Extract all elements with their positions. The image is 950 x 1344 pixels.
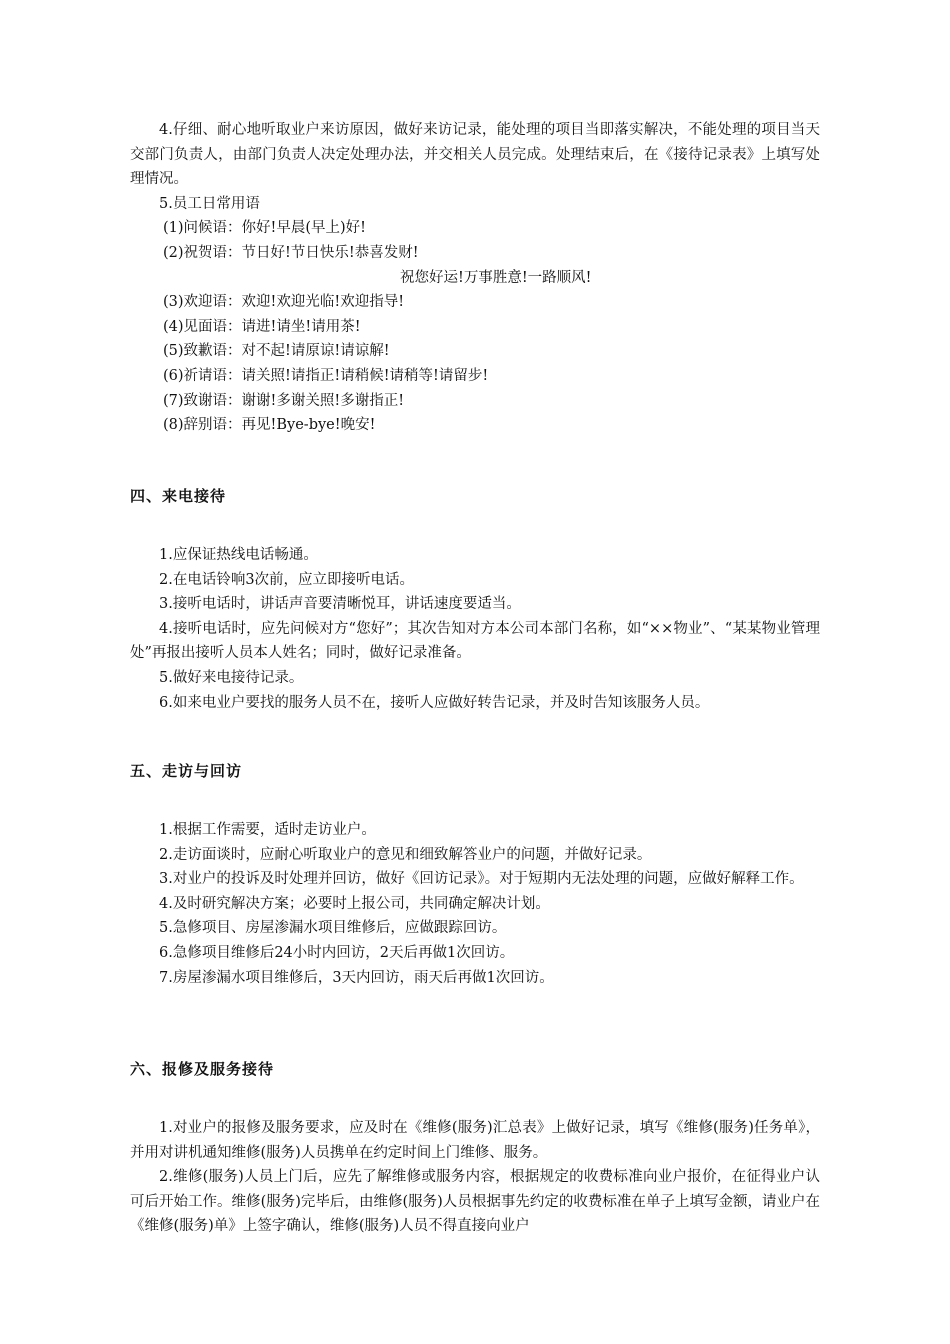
phrase-line: (2)祝贺语：节日好!节日快乐!恭喜发财! [163,244,419,261]
phrase-line: (8)辞别语：再见!Bye-bye!晚安! [163,417,376,434]
phrase-line: (1)问候语：你好!早晨(早上)好! [163,220,367,237]
phrase-line: (4)见面语：请进!请坐!请用茶! [163,318,361,335]
paragraph: 6.急修项目维修后24小时内回访，2天后再做1次回访。 [159,944,515,961]
paragraph: 1.应保证热线电话畅通。 [159,547,318,563]
paragraph: 5.员工日常用语 [159,195,260,212]
paragraph: 2.在电话铃响3次前，应立即接听电话。 [159,571,415,588]
paragraph: 5.急修项目、房屋渗漏水项目维修后，应做跟踪回访。 [159,920,507,937]
paragraph: 4.及时研究解决方案；必要时上报公司，共同确定解决计划。 [159,895,550,912]
paragraph: 4.接听电话时，应先问候对方“您好”；其次告知对方本公司本部门名称，如“××物业”、“某某物业管理处”再报出接听人员本人姓名；同时，做好记录准备。 [130,620,820,662]
paragraph: 7.房屋渗漏水项目维修后，3天内回访，雨天后再做1次回访。 [159,969,554,986]
phrase-line: (6)祈请语：请关照!请指正!请稍候!请稍等!请留步! [163,367,489,384]
paragraph: 4.仔细、耐心地听取业户来访原因，做好来访记录，能处理的项目当即落实解决，不能处理的项目当天交部门负责人，由部门负责人决定处理办法，并交相关人员完成。处理结束后，在《接待记录表》上填写处理情况。 [130,122,820,188]
section-visits [130,760,820,781]
phrase-line: (3)欢迎语：欢迎!欢迎光临!欢迎指导! [163,294,405,311]
paragraph: 3.对业户的投诉及时处理并回访，做好《回访记录》。对于短期内无法处理的问题，应做好解释工作。 [159,871,804,888]
paragraph: 5.做好来电接待记录。 [159,669,304,686]
section-repair-service [130,1058,820,1079]
section-visits-body [130,818,820,990]
phrase-line: (5)致歉语：对不起!请原谅!请谅解! [163,343,390,360]
section-heading: 四、来电接待 [130,487,227,505]
section-phone-reception [130,485,820,506]
section-heading: 六、报修及服务接待 [130,1060,275,1078]
paragraph: 1.根据工作需要，适时走访业户。 [159,822,376,838]
phrase-line-continued: 祝您好运!万事胜意!一路顺风! [400,269,592,286]
paragraph: 2.走访面谈时，应耐心听取业户的意见和细致解答业户的问题，并做好记录。 [159,846,652,863]
phrase-line: (7)致谢语：谢谢!多谢关照!多谢指正! [163,392,405,409]
section-heading: 五、走访与回访 [130,762,243,780]
intro-block [130,118,820,438]
paragraph: 1.对业户的报修及服务要求，应及时在《维修(服务)汇总表》上做好记录，填写《维修(服务)任务单》，并用对讲机通知维修(服务)人员携单在约定时间上门维修、服务。 [130,1120,820,1161]
paragraph: 3.接听电话时，讲话声音要清晰悦耳，讲话速度要适当。 [159,596,521,613]
section-repair-body [130,1116,820,1239]
paragraph: 2.维修(服务)人员上门后，应先了解维修或服务内容，根据规定的收费标准向业户报价，在征得业户认可后开始工作。维修(服务)完毕后，由维修(服务)人员根据事先约定的收费标准在单子上填写金额，请业户在《维修(服务)单》上签字确认，维修(服务)人员不得直接向业户 [130,1169,820,1235]
section-phone-body [130,543,820,715]
paragraph: 6.如来电业户要找的服务人员不在，接听人应做好转告记录，并及时告知该服务人员。 [159,694,710,711]
